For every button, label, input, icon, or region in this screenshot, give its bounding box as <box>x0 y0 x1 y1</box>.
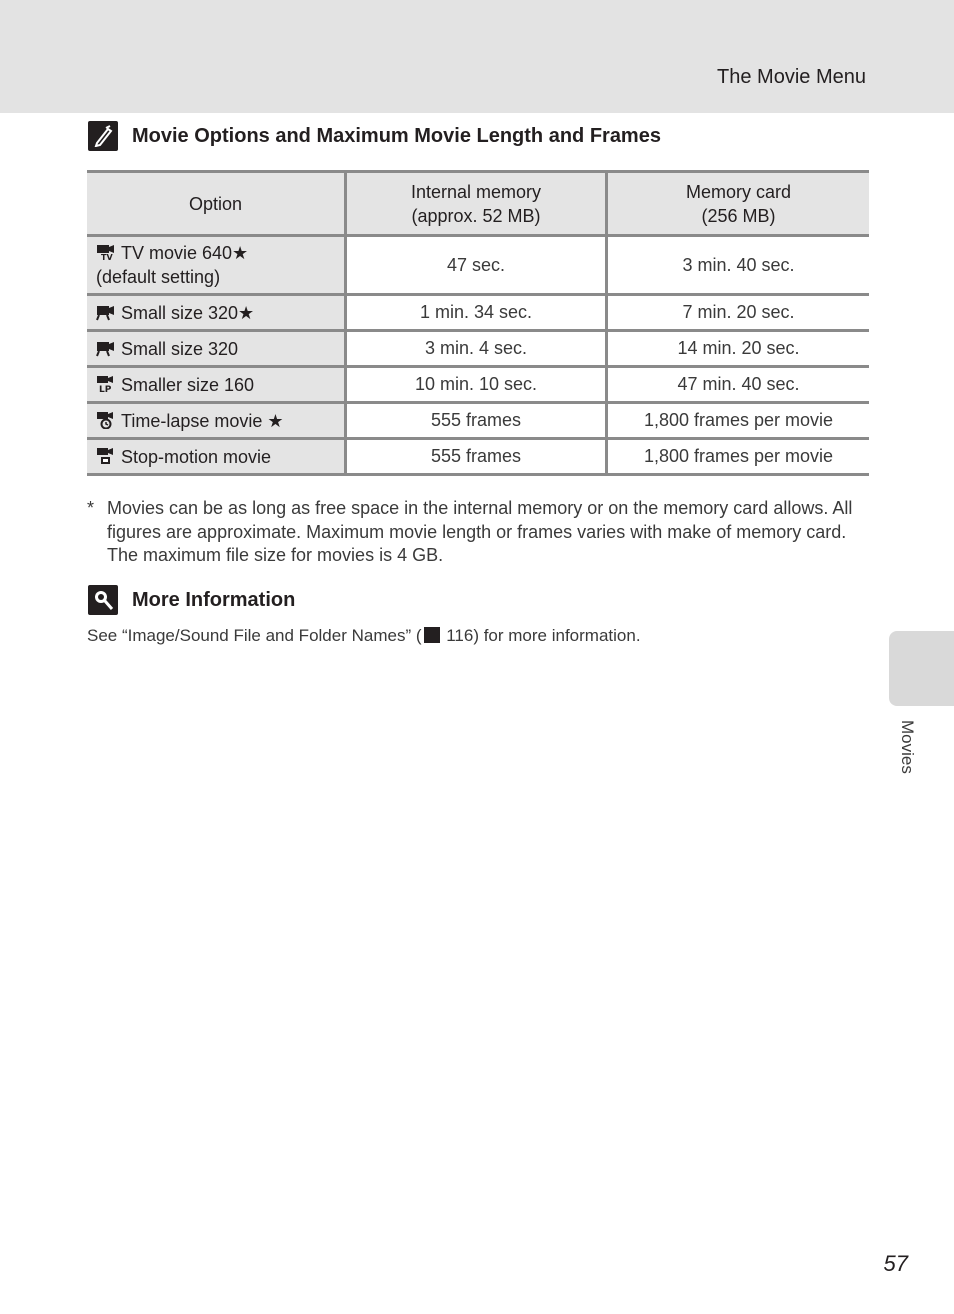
page-reference-icon <box>424 627 440 643</box>
option-cell: TV TV movie 640★ (default setting) <box>87 236 346 295</box>
table-row <box>87 236 869 295</box>
memory-card-cell: 1,800 frames per movie <box>607 403 870 439</box>
internal-memory-cell: 10 min. 10 sec. <box>346 367 607 403</box>
internal-memory-cell: 47 sec. <box>346 236 607 295</box>
tv-movie-icon <box>96 243 116 261</box>
table-row <box>87 295 869 331</box>
note-heading <box>88 121 661 151</box>
stop-motion-movie-icon <box>96 447 116 465</box>
chapter-side-label: Movies <box>898 720 917 774</box>
table-header-row <box>87 172 869 236</box>
note-title: Movie Options and Maximum Movie Length and Frames <box>132 124 661 147</box>
option-cell: Stop-motion movie <box>87 439 346 475</box>
internal-memory-cell: 555 frames <box>346 403 607 439</box>
time-lapse-movie-icon <box>96 411 116 429</box>
column-header-card: Memory card (256 MB) <box>607 172 870 236</box>
smaller-size-movie-icon <box>96 375 116 393</box>
option-cell: Small size 320 <box>87 331 346 367</box>
running-header: The Movie Menu <box>717 66 866 88</box>
footnote-text: Movies can be as long as free space in the internal memory or on the memory card allows. All figures are approximate. Maximum movie length or frames varies with make of memory card. The maximum file size for movies is 4 GB. <box>107 498 853 565</box>
table-row <box>87 403 869 439</box>
option-cell: Small size 320★ <box>87 295 346 331</box>
magnifier-info-icon <box>88 585 118 615</box>
table-footnote <box>87 497 867 568</box>
chapter-side-tab <box>889 631 954 706</box>
table-row <box>87 367 869 403</box>
table-row <box>87 439 869 475</box>
memory-card-cell: 1,800 frames per movie <box>607 439 870 475</box>
internal-memory-cell: 1 min. 34 sec. <box>346 295 607 331</box>
column-header-option: Option <box>87 172 346 236</box>
internal-memory-cell: 3 min. 4 sec. <box>346 331 607 367</box>
internal-memory-cell: 555 frames <box>346 439 607 475</box>
memory-card-cell: 7 min. 20 sec. <box>607 295 870 331</box>
column-header-internal: Internal memory (approx. 52 MB) <box>346 172 607 236</box>
svg-text:TV: TV <box>101 253 113 261</box>
small-size-movie-star-icon <box>96 303 116 321</box>
memory-card-cell: 3 min. 40 sec. <box>607 236 870 295</box>
memory-card-cell: 14 min. 20 sec. <box>607 331 870 367</box>
svg-text:LP: LP <box>99 384 112 393</box>
table-row <box>87 331 869 367</box>
page-number: 57 <box>883 1251 908 1276</box>
pencil-note-icon <box>88 121 118 151</box>
more-info-text: See “Image/Sound File and Folder Names” ( 116) for more information. <box>87 626 641 645</box>
footnote-mark: * <box>87 498 95 518</box>
more-info-title: More Information <box>132 588 296 611</box>
movie-options-table <box>87 170 869 476</box>
header-band <box>0 0 954 113</box>
more-info-heading <box>88 585 295 615</box>
small-size-movie-icon <box>96 339 116 357</box>
option-cell: Time-lapse movie ★ <box>87 403 346 439</box>
memory-card-cell: 47 min. 40 sec. <box>607 367 870 403</box>
option-cell: LP Smaller size 160 <box>87 367 346 403</box>
